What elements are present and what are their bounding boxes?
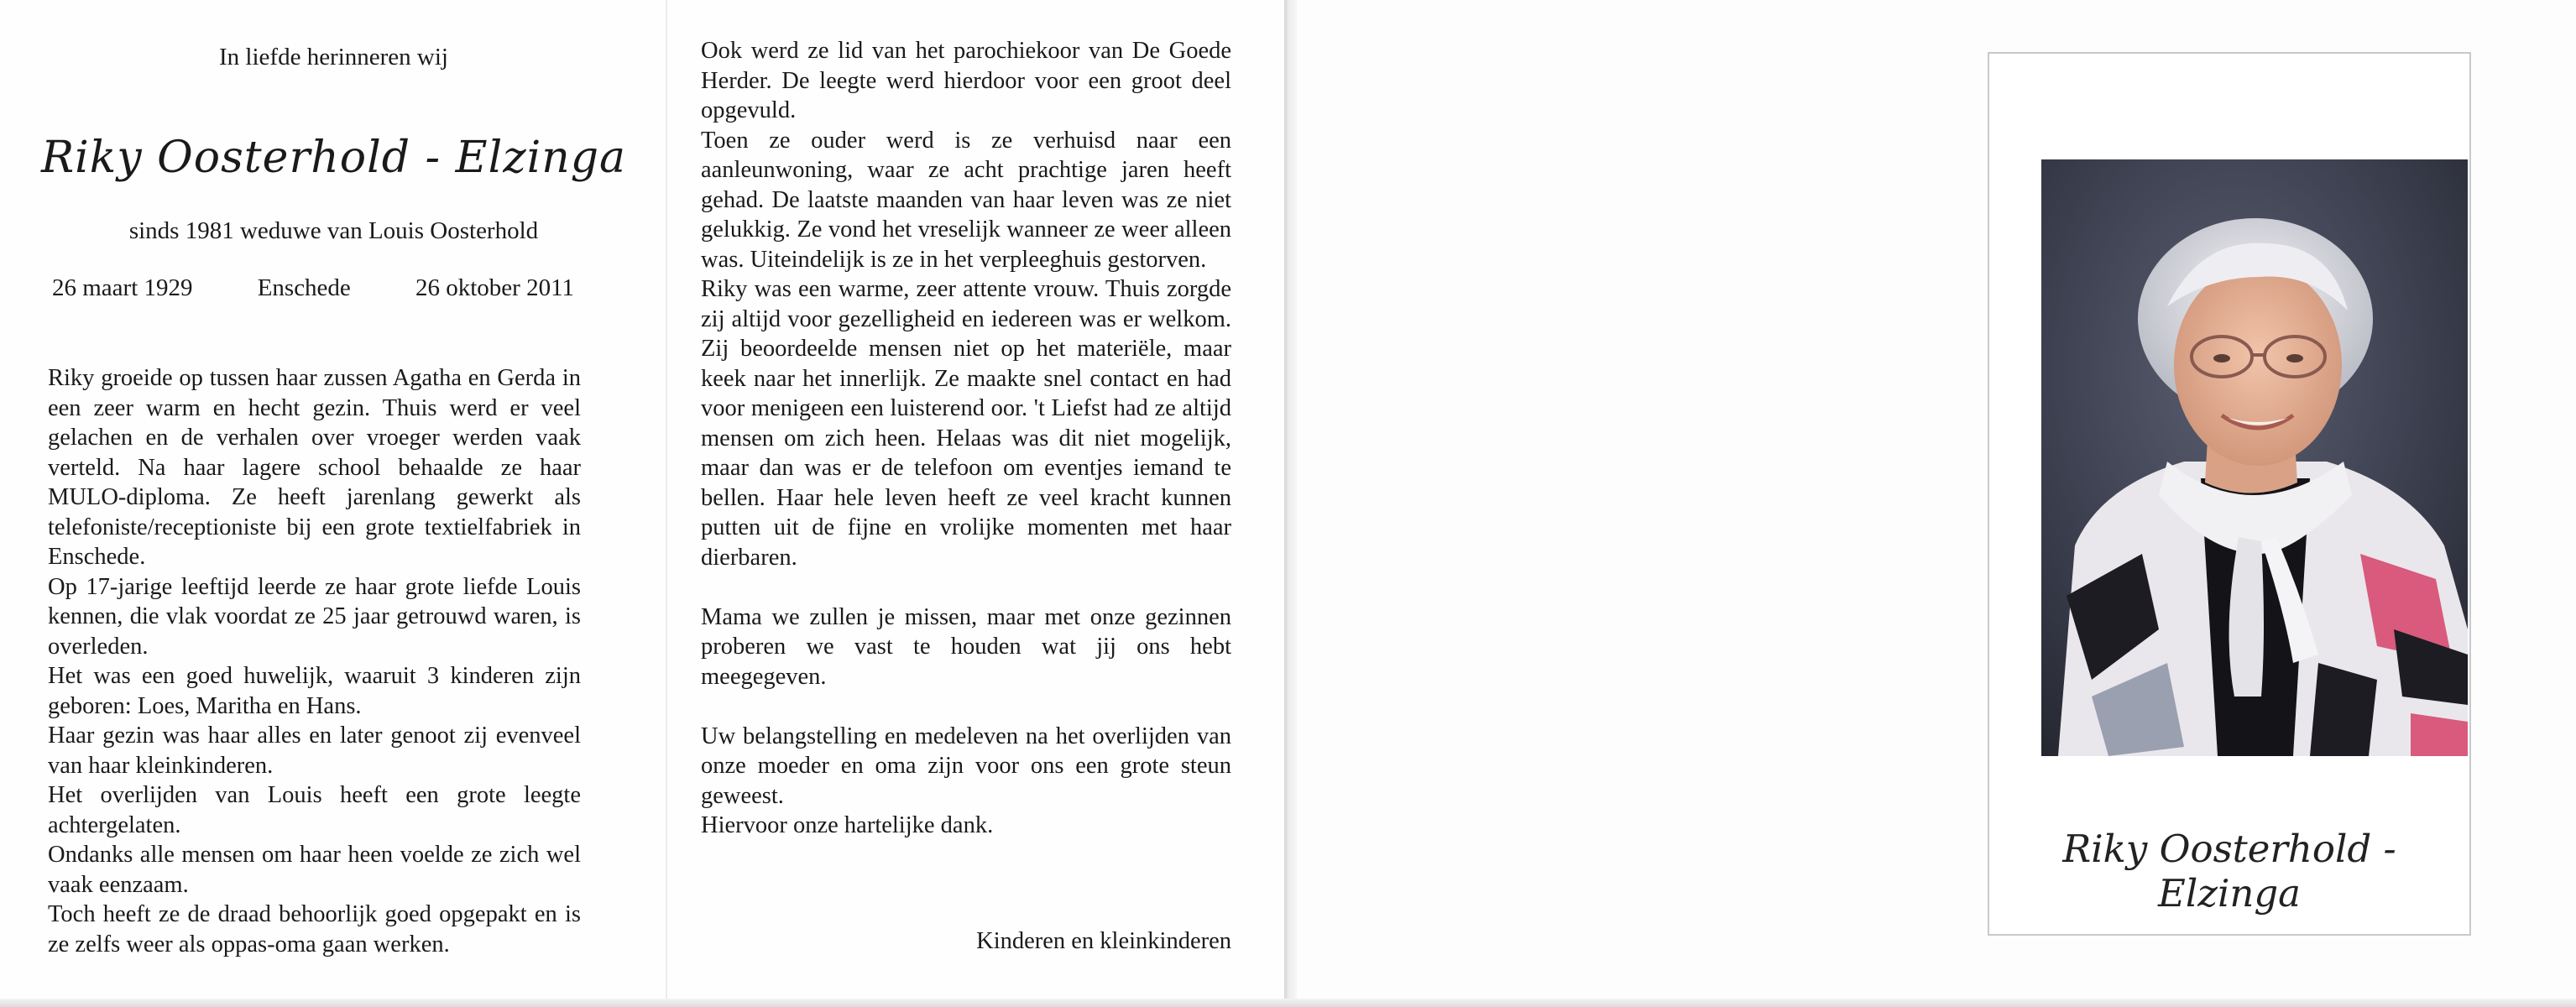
deceased-name-title: Riky Oosterhold - Elzinga bbox=[40, 133, 627, 183]
left-card-panel bbox=[0, 0, 667, 1007]
intro-text: In liefde herinneren wij bbox=[219, 44, 448, 70]
biography-paragraph: Ook werd ze lid van het parochiekoor van De Goede Herder. De leegte werd hierdoor voor een groot deel opgevuld. bbox=[701, 38, 1231, 123]
thanks-paragraph: Uw belangstelling en medeleven na het overlijden van onze moeder en oma zijn voor ons een grote steun geweest. bbox=[701, 723, 1231, 809]
biography-paragraph: Toch heeft ze de draad behoorlijk goed opgepakt en is ze zelfs weer als oppas-oma gaan werken. bbox=[48, 901, 581, 957]
scan-bottom-edge bbox=[0, 999, 2576, 1007]
thanks-closing: Hiervoor onze hartelijke dank. bbox=[701, 812, 994, 838]
farewell-paragraph: Mama we zullen je missen, maar met onze gezinnen proberen we vast te houden wat jij ons hebt meegegeven. bbox=[701, 603, 1231, 690]
biography-paragraph: Toen ze ouder werd is ze verhuisd naar een aanleunwoning, waar ze acht prachtige jaren heeft gehad. De laatste maanden van haar leven was ze niet gelukkig. Ze vond het vreselijk wanneer ze weer alleen was. Uiteindelijk is ze in het verpleeghuis gestorven. bbox=[701, 127, 1231, 273]
biography-left bbox=[48, 363, 581, 959]
biography-right bbox=[701, 36, 1231, 841]
photo-card-name: Riky Oosterhold - Elzinga bbox=[2062, 827, 2396, 916]
biography-paragraph: Riky groeide op tussen haar zussen Agatha en Gerda in een zeer warm en hecht gezin. Thuis werd er veel gelachen en de verhalen over vroeger werden vaak verteld. Na haar lagere school behaalde ze haar MULO-diploma. Ze heeft jarenlang gewerkt als telefoniste/receptioniste bij een grote textielfabriek in Enschede. bbox=[48, 365, 581, 570]
dates-row bbox=[52, 274, 574, 302]
birth-date: 26 maart 1929 bbox=[52, 274, 193, 301]
biography-paragraph: Haar gezin was haar alles en later genoot zij evenveel van haar kleinkinderen. bbox=[48, 723, 581, 779]
biography-paragraph: Riky was een warme, zeer attente vrouw. Thuis zorgde zij altijd voor gezelligheid en iedereen was er welkom. Zij beoordeelde mensen niet op het materiële, maar keek naar het innerlijk. Ze maakte snel contact en had voor menigeen een luisterend oor. 't Liefst had ze altijd mensen om zich heen. Helaas was dit niet mogelijk, maar dan was er de telefoon om eventjes iemand te bellen. Haar hele leven heeft ze veel kracht kunnen putten uit de fijne en vrolijke momenten met haar dierbaren. bbox=[701, 276, 1231, 571]
biography-paragraph: Het was een goed huwelijk, waaruit 3 kinderen zijn geboren: Loes, Maritha en Hans. bbox=[48, 663, 581, 719]
signature: Kinderen en kleinkinderen bbox=[976, 928, 1231, 954]
biography-paragraph: Het overlijden van Louis heeft een grote leegte achtergelaten. bbox=[48, 782, 581, 838]
card-gap bbox=[1284, 0, 1297, 1007]
biography-paragraph: Ondanks alle mensen om haar heen voelde ze zich wel vaak eenzaam. bbox=[48, 842, 581, 898]
death-date: 26 oktober 2011 bbox=[415, 274, 574, 301]
biography-paragraph: Op 17-jarige leeftijd leerde ze haar grote liefde Louis kennen, die vlak voordat ze 25 jaar getrouwd waren, is overleden. bbox=[48, 573, 581, 660]
widow-line: sinds 1981 weduwe van Louis Oosterhold bbox=[128, 217, 539, 244]
place-name: Enschede bbox=[257, 274, 351, 301]
portrait-photo bbox=[2041, 159, 2468, 756]
